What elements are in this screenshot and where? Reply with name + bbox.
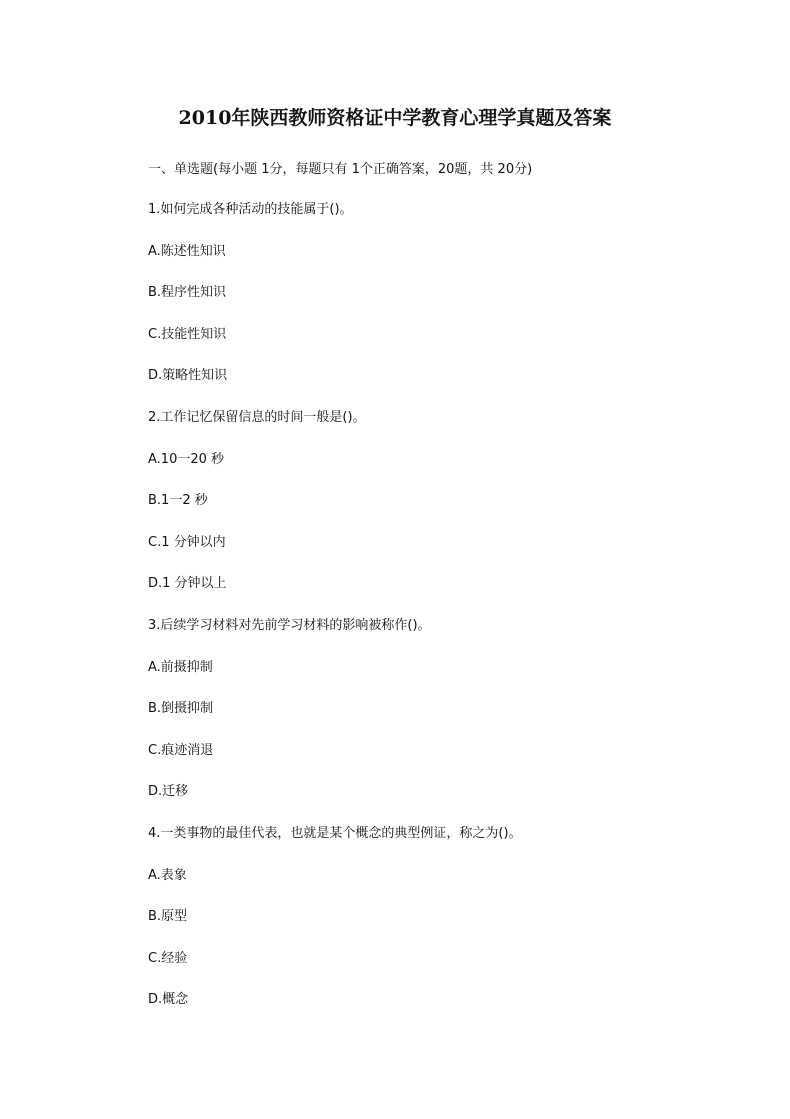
- document-title: 2010年陕西教师资格证中学教育心理学真题及答案: [178, 107, 612, 129]
- option-a: A.陈述性知识: [148, 243, 226, 259]
- option-b: B.原型: [148, 909, 188, 925]
- option-c: C.技能性知识: [148, 326, 227, 342]
- option-b: B.1一2 秒: [148, 493, 208, 509]
- section-heading: 一、单选题(每小题 1分，每题只有 1个正确答案，20题，共 20分): [148, 162, 533, 177]
- question-stem: 1.如何完成各种活动的技能属于()。: [148, 202, 353, 217]
- option-d: D.概念: [148, 992, 189, 1008]
- question-4: [148, 824, 748, 1032]
- question-stem: 2.工作记忆保留信息的时间一般是()。: [148, 409, 366, 425]
- option-b: B.倒摄抑制: [148, 701, 214, 717]
- question-stem: 4.一类事物的最佳代表，也就是某个概念的典型例证，称之为()。: [148, 825, 522, 841]
- question-2: [148, 408, 748, 616]
- option-b: B.程序性知识: [148, 285, 227, 301]
- question-stem: 3.后续学习材料对先前学习材料的影响被称作()。: [148, 617, 431, 633]
- option-d: D.1 分钟以上: [148, 576, 227, 592]
- option-d: D.策略性知识: [148, 368, 228, 384]
- option-a: A.前摄抑制: [148, 659, 213, 675]
- option-c: C.痕迹消退: [148, 742, 214, 758]
- question-list: [148, 200, 748, 1032]
- option-a: A.表象: [148, 867, 187, 883]
- option-c: C.1 分钟以内: [148, 534, 226, 550]
- question-1: [148, 200, 748, 408]
- option-a: A.10一20 秒: [148, 451, 225, 467]
- question-3: [148, 616, 748, 824]
- option-c: C.经验: [148, 950, 188, 966]
- option-d: D.迁移: [148, 784, 189, 800]
